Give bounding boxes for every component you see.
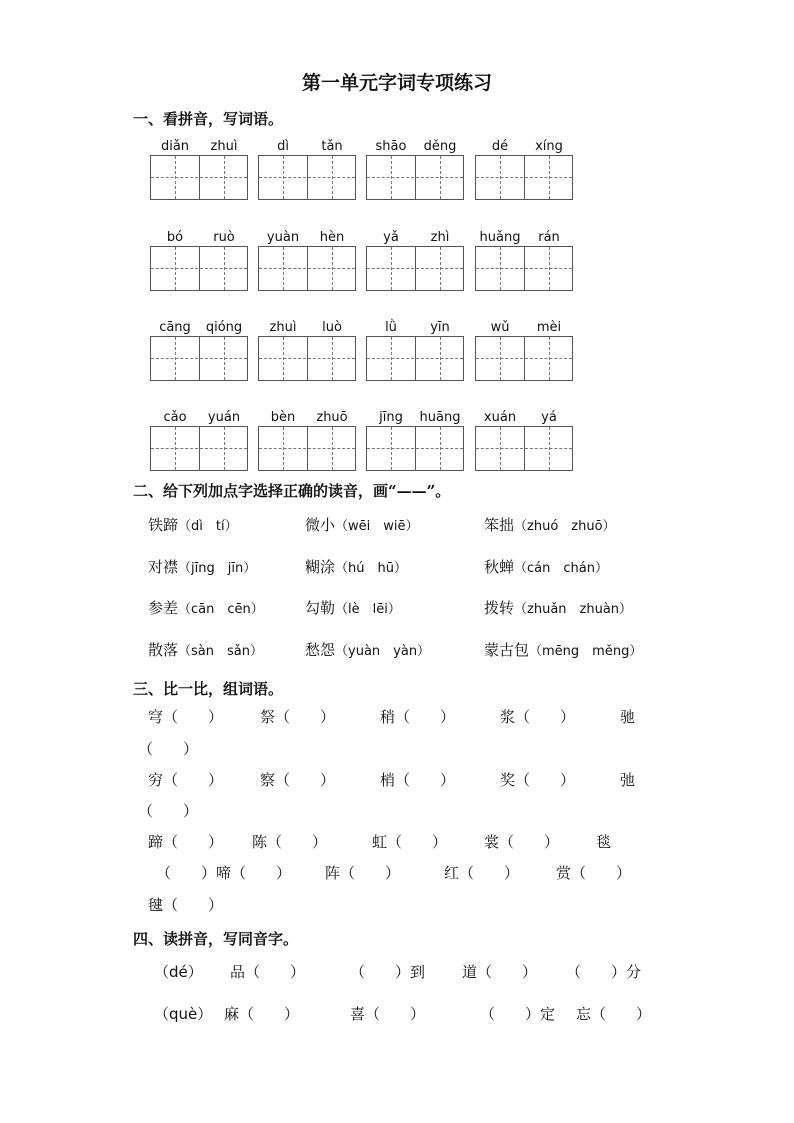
writing-box[interactable] <box>150 155 248 200</box>
section-2-heading: 二、给下列加点字选择正确的读音，画“——”。 <box>133 482 451 500</box>
compare-item: 稍（ ） <box>380 708 456 726</box>
grid-line <box>367 177 463 178</box>
compare-item: 祭（ ） <box>260 708 336 726</box>
pinyin-label: děng <box>423 139 457 154</box>
compare-item: 陈（ ） <box>252 833 328 851</box>
reading-options[interactable]: （lè lēi） <box>335 602 401 617</box>
writing-box[interactable] <box>150 246 248 291</box>
writing-box[interactable] <box>150 426 248 471</box>
reading-item <box>305 556 407 577</box>
pinyin-label: mèi <box>536 320 562 335</box>
reading-options[interactable]: （dì tí） <box>178 519 238 534</box>
grid-line <box>367 448 463 449</box>
writing-box[interactable] <box>258 426 356 471</box>
reading-options[interactable]: （cán chán） <box>514 561 608 576</box>
grid-line <box>259 358 355 359</box>
reading-item <box>484 597 632 618</box>
writing-box[interactable] <box>258 155 356 200</box>
reading-word: 秋蝉 <box>484 558 515 576</box>
grid-line <box>367 358 463 359</box>
pinyin-label: luò <box>322 320 342 335</box>
compare-item: 驰 <box>620 708 636 726</box>
homophone-pinyin: （què） <box>154 1005 213 1023</box>
grid-line <box>151 268 247 269</box>
reading-item <box>148 639 263 660</box>
grid-line <box>151 177 247 178</box>
reading-item <box>484 639 642 660</box>
reading-options[interactable]: （cān cēn） <box>178 602 264 617</box>
pinyin-label: xuán <box>483 410 517 425</box>
reading-word: 勾勒 <box>305 599 336 617</box>
pinyin-label: dé <box>491 139 509 154</box>
compare-item: 毯 <box>596 833 612 851</box>
reading-word: 糊涂 <box>305 558 336 576</box>
pinyin-label: zhuō <box>316 410 348 425</box>
compare-item: 赏（ ） <box>556 864 632 882</box>
homophone-item: 品（ ） <box>230 963 306 981</box>
reading-item <box>484 556 608 577</box>
reading-item <box>148 514 238 535</box>
pinyin-label: yuán <box>207 410 241 425</box>
reading-options[interactable]: （wēi wiē） <box>335 519 419 534</box>
writing-box[interactable] <box>150 336 248 381</box>
homophone-item: 道（ ） <box>462 963 538 981</box>
homophone-item: （ ）定 <box>480 1005 556 1023</box>
pinyin-label: zhuì <box>210 139 238 154</box>
reading-options[interactable]: （zhuǎn zhuàn） <box>514 602 633 617</box>
grid-line <box>259 268 355 269</box>
reading-options[interactable]: （sàn sǎn） <box>178 644 263 659</box>
compare-item: 蹄（ ） <box>148 833 224 851</box>
reading-item <box>305 639 430 660</box>
pinyin-label: rán <box>538 230 560 245</box>
grid-line <box>151 358 247 359</box>
compare-item: 裳（ ） <box>484 833 560 851</box>
pinyin-label: cāng <box>159 320 191 335</box>
reading-word: 微小 <box>305 516 336 534</box>
compare-item: 弛 <box>620 771 636 789</box>
reading-item <box>148 597 264 618</box>
writing-box[interactable] <box>366 426 464 471</box>
pinyin-label: cǎo <box>163 410 187 425</box>
page-title: 第一单元字词专项练习 <box>301 72 492 94</box>
reading-word: 蒙古包 <box>484 641 530 659</box>
writing-box[interactable] <box>475 426 573 471</box>
reading-item <box>484 514 616 535</box>
homophone-pinyin: （dé） <box>154 963 203 981</box>
compare-item: 红（ ） <box>444 864 520 882</box>
pinyin-label: huāng <box>419 410 461 425</box>
compare-item: 梢（ ） <box>380 771 456 789</box>
section-1-heading: 一、看拼音，写词语。 <box>133 110 284 128</box>
compare-item: （ ） <box>138 740 199 758</box>
compare-item: 浆（ ） <box>500 708 576 726</box>
pinyin-label: zhuì <box>269 320 297 335</box>
reading-options[interactable]: （yuàn yàn） <box>335 644 431 659</box>
compare-item: 穹（ ） <box>148 708 224 726</box>
grid-line <box>476 448 572 449</box>
pinyin-label: xíng <box>535 139 563 154</box>
writing-box[interactable] <box>258 246 356 291</box>
pinyin-label: zhì <box>430 230 450 245</box>
writing-box[interactable] <box>366 155 464 200</box>
compare-item: 奖（ ） <box>500 771 576 789</box>
writing-box[interactable] <box>258 336 356 381</box>
writing-box[interactable] <box>475 336 573 381</box>
reading-word: 愁怨 <box>305 641 336 659</box>
pinyin-label: yīn <box>430 320 450 335</box>
reading-options[interactable]: （mēng měng） <box>529 644 643 659</box>
compare-item: （ ）啼（ ） <box>156 864 292 882</box>
section-4-heading: 四、读拼音，写同音字。 <box>133 930 299 948</box>
homophone-item: 喜（ ） <box>350 1005 426 1023</box>
pinyin-label: dì <box>277 139 289 154</box>
grid-line <box>367 268 463 269</box>
compare-item: 虹（ ） <box>372 833 448 851</box>
reading-item <box>305 514 419 535</box>
reading-word: 散落 <box>148 641 179 659</box>
homophone-item: 麻（ ） <box>224 1005 300 1023</box>
reading-word: 笨拙 <box>484 516 515 534</box>
reading-options[interactable]: （zhuó zhuō） <box>514 519 616 534</box>
grid-line <box>476 177 572 178</box>
pinyin-label: bèn <box>270 410 296 425</box>
section-3-heading: 三、比一比，组词语。 <box>133 680 284 698</box>
pinyin-label: tǎn <box>321 139 343 154</box>
homophone-item: 忘（ ） <box>576 1005 652 1023</box>
pinyin-label: wǔ <box>490 320 510 335</box>
pinyin-label: ruò <box>213 230 235 245</box>
pinyin-label: yá <box>541 410 557 425</box>
compare-item: 察（ ） <box>260 771 336 789</box>
pinyin-label: huǎng <box>479 230 521 245</box>
pinyin-label: jīng <box>379 410 403 425</box>
grid-line <box>476 358 572 359</box>
pinyin-label: qióng <box>205 320 243 335</box>
pinyin-label: shāo <box>375 139 407 154</box>
compare-item: （ ） <box>138 802 199 820</box>
compare-item: 穷（ ） <box>148 771 224 789</box>
pinyin-label: hèn <box>319 230 345 245</box>
pinyin-label: yuàn <box>266 230 300 245</box>
reading-options[interactable]: （jīng jīn） <box>178 561 257 576</box>
writing-box[interactable] <box>475 155 573 200</box>
reading-word: 拨转 <box>484 599 515 617</box>
compare-item: 阵（ ） <box>325 864 401 882</box>
writing-box[interactable] <box>475 246 573 291</box>
pinyin-label: lǜ <box>385 320 397 335</box>
reading-item <box>305 597 401 618</box>
grid-line <box>259 177 355 178</box>
homophone-item: （ ）到 <box>350 963 426 981</box>
grid-line <box>476 268 572 269</box>
reading-word: 参差 <box>148 599 179 617</box>
pinyin-label: bó <box>166 230 184 245</box>
reading-word: 对襟 <box>148 558 179 576</box>
reading-options[interactable]: （hú hū） <box>335 561 407 576</box>
compare-item: 毽（ ） <box>148 896 224 914</box>
grid-line <box>259 448 355 449</box>
reading-word: 铁蹄 <box>148 516 179 534</box>
pinyin-label: diǎn <box>160 139 190 154</box>
writing-box[interactable] <box>366 336 464 381</box>
homophone-item: （ ）分 <box>566 963 642 981</box>
grid-line <box>151 448 247 449</box>
reading-item <box>148 556 256 577</box>
writing-box[interactable] <box>366 246 464 291</box>
pinyin-label: yǎ <box>383 230 399 245</box>
